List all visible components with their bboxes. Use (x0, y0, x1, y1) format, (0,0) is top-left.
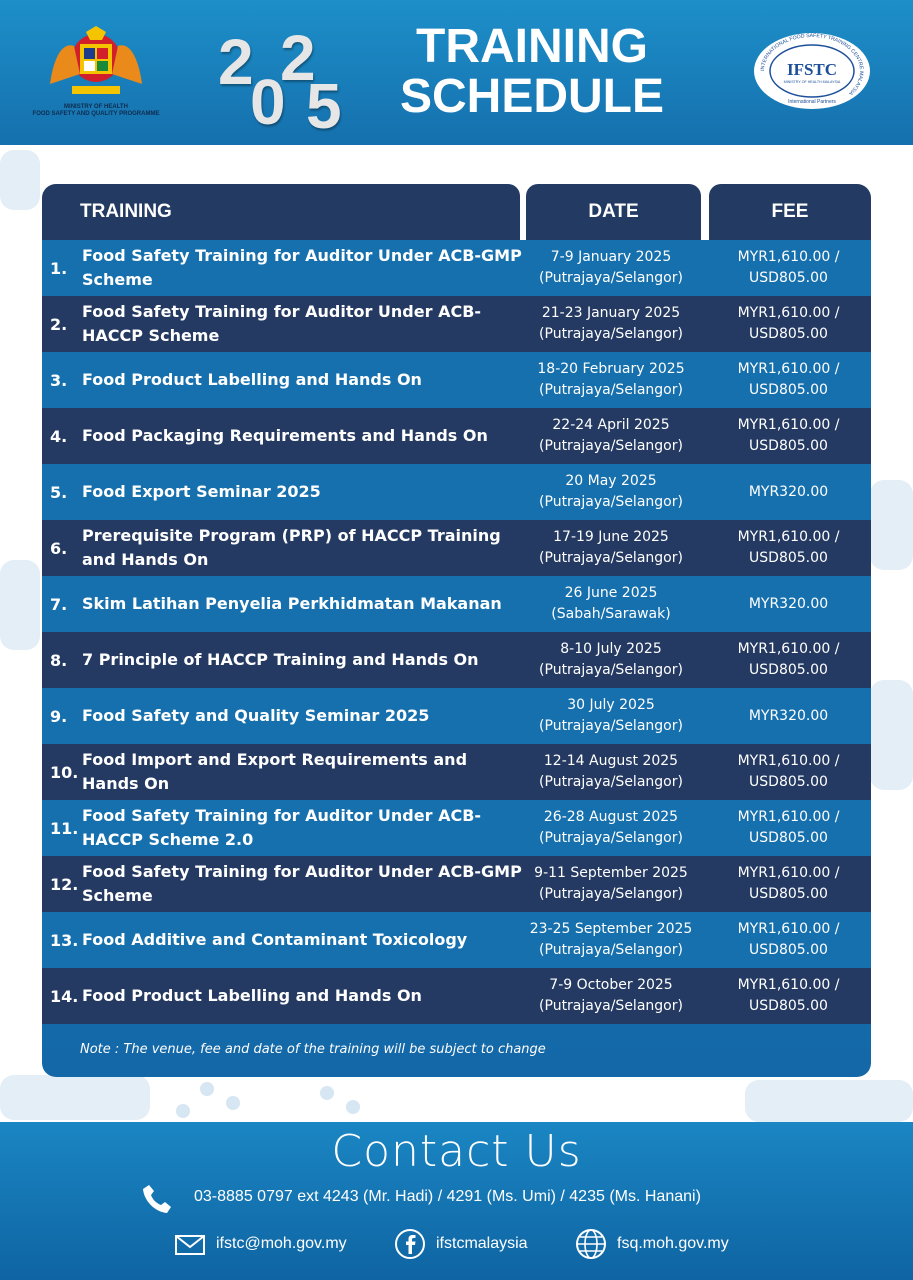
training-date: 18-20 February 2025 (537, 361, 685, 377)
training-name: Food Safety and Quality Seminar 2025 (82, 706, 430, 725)
row-number: 8. (50, 650, 68, 670)
fee-myr: MYR1,610.00 / (737, 249, 840, 265)
fee-usd: USD805.00 (749, 942, 828, 958)
training-name: Food Additive and Contaminant Toxicology (82, 930, 468, 949)
table-row (42, 296, 871, 352)
training-venue: (Putrajaya/Selangor) (539, 942, 683, 958)
training-venue: (Putrajaya/Selangor) (539, 718, 683, 734)
training-venue: (Putrajaya/Selangor) (539, 886, 683, 902)
training-name: Food Safety Training for Auditor Under ACB-HACCP Scheme 2.0 (82, 806, 482, 849)
training-date: 17-19 June 2025 (553, 529, 669, 545)
phone-icon (140, 1182, 174, 1216)
fee-usd: USD805.00 (749, 382, 828, 398)
training-date: 8-10 July 2025 (560, 641, 662, 657)
decorative-dot (346, 1100, 360, 1114)
training-venue: (Putrajaya/Selangor) (539, 270, 683, 286)
training-date: 7-9 January 2025 (550, 249, 672, 265)
training-fee-cell (706, 464, 871, 520)
phone-number: 03-8885 0797 ext 4243 (Mr. Hadi) / 4291 (Ms. Umi) / 4235 (Ms. Hanani) (194, 1188, 701, 1205)
row-number: 2. (50, 314, 68, 334)
training-venue: (Putrajaya/Selangor) (539, 774, 683, 790)
training-name: Prerequisite Program (PRP) of HACCP Training and Hands On (82, 526, 501, 569)
training-date: 30 July 2025 (567, 697, 655, 713)
training-name: Food Import and Export Requirements and Hands On (82, 750, 468, 793)
fee-myr: MYR320.00 (748, 707, 829, 724)
row-number: 9. (50, 706, 68, 726)
training-name: Food Product Labelling and Hands On (82, 370, 422, 389)
training-fee-cell (706, 800, 871, 856)
facebook-handle[interactable]: ifstcmalaysia (436, 1235, 528, 1252)
table-row (42, 240, 871, 296)
decorative-dot (200, 1082, 214, 1096)
row-number: 12. (50, 874, 79, 894)
title-line-1: TRAINING (416, 20, 648, 73)
title-line-2: SCHEDULE (399, 70, 665, 123)
year-digit: 2 (218, 26, 250, 98)
training-date: 21-23 January 2025 (541, 305, 681, 321)
table-row (42, 968, 871, 1024)
ministry-emblem-icon (40, 24, 152, 104)
training-date: 23-25 September 2025 (529, 921, 693, 937)
training-date-cell (520, 856, 702, 912)
row-number: 13. (50, 930, 79, 950)
table-row (42, 352, 871, 408)
logo-ring-text: INTERNATIONAL FOOD SAFETY TRAINING CENTRE MALAYSIA (759, 32, 865, 96)
training-fee-cell (706, 856, 871, 912)
training-fee-cell (706, 632, 871, 688)
website-contact[interactable] (575, 1228, 765, 1262)
row-number: 11. (50, 818, 79, 838)
fee-usd: USD805.00 (749, 438, 828, 454)
training-name: Food Safety Training for Auditor Under ACB-HACCP Scheme (82, 302, 482, 345)
fee-usd: USD805.00 (749, 998, 828, 1014)
year-digit: 2 (280, 22, 312, 94)
training-venue: (Putrajaya/Selangor) (539, 550, 683, 566)
email-address[interactable]: ifstc@moh.gov.my (216, 1235, 347, 1252)
decorative-square (0, 1075, 150, 1120)
logo-partner-text: International Partners (788, 99, 836, 105)
training-date-cell (520, 800, 702, 856)
website-url[interactable]: fsq.moh.gov.my (617, 1235, 729, 1252)
fee-myr: MYR1,610.00 / (737, 305, 840, 321)
table-row (42, 464, 871, 520)
training-name: Food Packaging Requirements and Hands On (82, 426, 488, 445)
table-row (42, 744, 871, 800)
row-number: 6. (50, 538, 68, 558)
training-date: 12-14 August 2025 (543, 753, 679, 769)
fee-myr: MYR320.00 (748, 483, 829, 500)
fee-myr: MYR1,610.00 / (737, 865, 840, 881)
training-fee-cell (706, 688, 871, 744)
decorative-dot (176, 1104, 190, 1118)
training-venue: (Putrajaya/Selangor) (539, 662, 683, 678)
table-row (42, 408, 871, 464)
facebook-icon (394, 1228, 426, 1260)
fee-myr: MYR1,610.00 / (737, 361, 840, 377)
row-number: 10. (50, 762, 79, 782)
fee-usd: USD805.00 (749, 326, 828, 342)
email-contact[interactable] (174, 1228, 374, 1262)
fee-myr: MYR1,610.00 / (737, 417, 840, 433)
fee-myr: MYR1,610.00 / (737, 641, 840, 657)
training-date-cell (520, 408, 702, 464)
decorative-dot (320, 1086, 334, 1100)
training-date-cell (520, 296, 702, 352)
decorative-square (0, 150, 40, 210)
training-venue: (Sabah/Sarawak) (551, 606, 671, 622)
row-number: 5. (50, 482, 68, 502)
training-date-cell (520, 464, 702, 520)
mail-icon (174, 1228, 206, 1260)
fee-myr: MYR1,610.00 / (737, 753, 840, 769)
training-date: 26 June 2025 (564, 585, 658, 601)
programme-line: FOOD SAFETY AND QUALITY PROGRAMME (32, 111, 160, 117)
training-name: Food Product Labelling and Hands On (82, 986, 422, 1005)
training-date-cell (520, 744, 702, 800)
training-date-cell (520, 240, 702, 296)
training-venue: (Putrajaya/Selangor) (539, 494, 683, 510)
training-date-cell (520, 912, 702, 968)
decorative-square (745, 1080, 913, 1122)
table-row (42, 632, 871, 688)
training-date-cell (520, 520, 702, 576)
year-digit: 5 (306, 70, 338, 142)
schedule-table (42, 184, 871, 1077)
training-date-cell (520, 688, 702, 744)
training-fee-cell (706, 968, 871, 1024)
fee-usd: USD805.00 (749, 270, 828, 286)
training-date-cell (520, 352, 702, 408)
table-row (42, 576, 871, 632)
page-title (372, 22, 692, 122)
year-digit: 0 (250, 66, 282, 138)
training-name: Food Safety Training for Auditor Under ACB-GMP Scheme (82, 246, 522, 289)
training-name: Food Safety Training for Auditor Under ACB-GMP Scheme (82, 862, 522, 905)
ministry-label (18, 104, 174, 118)
training-date: 7-9 October 2025 (549, 977, 673, 993)
year-graphic (218, 22, 346, 142)
decorative-square (0, 560, 40, 650)
table-row (42, 912, 871, 968)
contact-title: Contact Us (331, 1126, 582, 1177)
table-note: Note : The venue, fee and date of the training will be subject to change (80, 1042, 546, 1057)
table-row (42, 856, 871, 912)
training-fee-cell (706, 912, 871, 968)
training-fee-cell (706, 296, 871, 352)
training-venue: (Putrajaya/Selangor) (539, 998, 683, 1014)
fee-usd: USD805.00 (749, 774, 828, 790)
column-header-date: DATE (526, 184, 701, 240)
fee-myr: MYR1,610.00 / (737, 921, 840, 937)
row-number: 1. (50, 258, 68, 278)
training-fee-cell (706, 240, 871, 296)
row-number: 7. (50, 594, 68, 614)
training-date: 22-24 April 2025 (552, 417, 670, 433)
table-header (42, 184, 871, 240)
training-date: 20 May 2025 (565, 473, 657, 489)
table-row (42, 800, 871, 856)
training-venue: (Putrajaya/Selangor) (539, 326, 683, 342)
fee-usd: USD805.00 (749, 662, 828, 678)
training-name: Food Export Seminar 2025 (82, 482, 321, 501)
facebook-contact[interactable] (394, 1228, 564, 1262)
decorative-square (870, 680, 913, 790)
training-fee-cell (706, 744, 871, 800)
fee-myr: MYR320.00 (748, 595, 829, 612)
row-number: 3. (50, 370, 68, 390)
training-venue: (Putrajaya/Selangor) (539, 830, 683, 846)
phone-contact (140, 1182, 800, 1216)
logo-sub-text: MINISTRY OF HEALTH MALAYSIA (783, 80, 841, 84)
fee-myr: MYR1,610.00 / (737, 977, 840, 993)
training-date-cell (520, 576, 702, 632)
fee-myr: MYR1,610.00 / (737, 809, 840, 825)
fee-usd: USD805.00 (749, 830, 828, 846)
globe-icon (575, 1228, 607, 1260)
training-venue: (Putrajaya/Selangor) (539, 438, 683, 454)
training-fee-cell (706, 408, 871, 464)
table-row (42, 520, 871, 576)
training-date: 26-28 August 2025 (543, 809, 679, 825)
training-name: Skim Latihan Penyelia Perkhidmatan Makanan (82, 594, 502, 613)
table-row (42, 688, 871, 744)
training-name: 7 Principle of HACCP Training and Hands On (82, 650, 479, 669)
training-venue: (Putrajaya/Selangor) (539, 382, 683, 398)
column-header-training: TRAINING (42, 184, 520, 240)
decorative-square (870, 480, 913, 570)
training-fee-cell (706, 352, 871, 408)
training-fee-cell (706, 520, 871, 576)
row-number: 14. (50, 986, 79, 1006)
training-fee-cell (706, 576, 871, 632)
training-date: 9-11 September 2025 (534, 865, 688, 881)
decorative-dot (226, 1096, 240, 1110)
ministry-line: MINISTRY OF HEALTH (64, 104, 128, 110)
column-header-fee: FEE (709, 184, 871, 240)
training-date-cell (520, 968, 702, 1024)
fee-usd: USD805.00 (749, 550, 828, 566)
fee-usd: USD805.00 (749, 886, 828, 902)
ifstc-logo (752, 32, 872, 110)
logo-text: IFSTC (786, 60, 838, 79)
fee-myr: MYR1,610.00 / (737, 529, 840, 545)
row-number: 4. (50, 426, 68, 446)
training-date-cell (520, 632, 702, 688)
